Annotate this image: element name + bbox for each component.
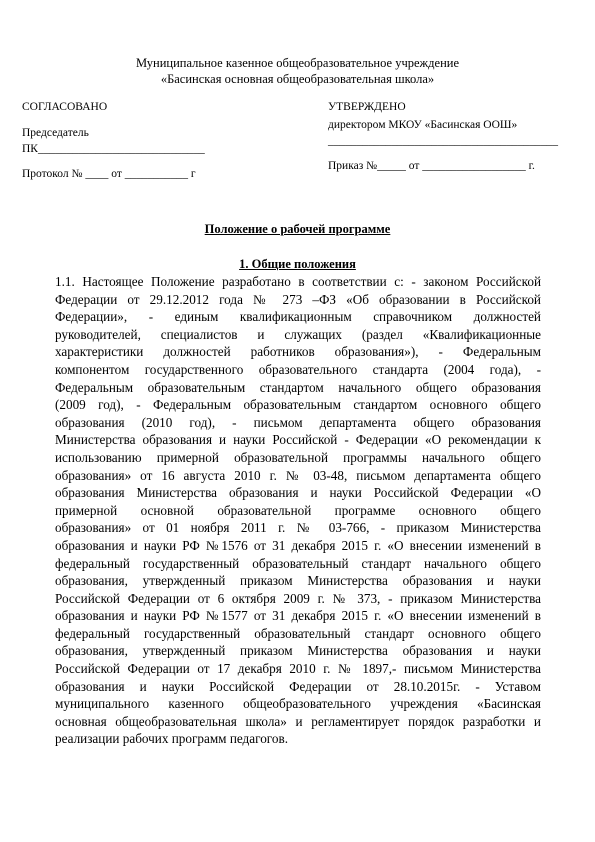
- chair-label: Председатель: [22, 127, 89, 139]
- body-line: Федеральным образовательным стандартом начального общего образования: [55, 379, 541, 395]
- order-line: Приказ №_____ от __________________ г.: [328, 160, 535, 172]
- body-line: образования» от 01 ноября 2011 г. № 03-766, - приказом Министерства: [55, 520, 541, 536]
- institution-name-line2: «Басинская основная общеобразовательная школа»: [160, 72, 435, 86]
- body-line: муниципального казенного общеобразовательного учреждения «Басинская: [55, 696, 541, 712]
- agreed-label: СОГЛАСОВАНО: [22, 101, 108, 113]
- body-line: Министерства образования и науки Российской - Федерации «О рекомендации к: [55, 432, 541, 448]
- body-line: образования и науки Российской Федерации от 28.10.2015г. - Уставом: [55, 678, 541, 694]
- body-line: реализации рабочих программ педагогов.: [55, 731, 288, 747]
- body-line: использованию примерной образовательной программы начального общего: [55, 449, 541, 465]
- body-line: федеральный государственный образовательный стандарт начального общего: [55, 555, 541, 571]
- body-line: руководителей, специалистов и служащих (раздел «Квалификационные: [55, 326, 541, 342]
- body-line: Российской Федерации от 6 октября 2009 г. № 373, - приказом Министерства: [55, 590, 541, 606]
- body-line: образования» от 16 августа 2010 г. № 03-48, письмом департамента общего: [55, 467, 541, 483]
- body-line: Российской Федерации от 17 декабря 2010 г. № 1897,- письмом Министерства: [55, 661, 541, 677]
- body-line: компонентом государственного образовательного стандарта (2004 года), -: [55, 361, 541, 377]
- body-line: образования, утвержденный приказом Министерства образования и науки: [55, 643, 541, 659]
- body-line: Федерации от 29.12.2012 года № 273 –ФЗ «Об образовании в Российской: [55, 291, 541, 307]
- body-line: примерной основной образовательной программе основного общего: [55, 502, 541, 518]
- body-line: Федерации», - единым квалификационным справочником должностей: [55, 309, 541, 325]
- pk-signature-line: ПК_____________________________: [22, 143, 205, 155]
- body-line: образования и науки РФ №1576 от 31 декабря 2015 г. «О внесении изменений в: [55, 537, 541, 553]
- institution-name-line1: Муниципальное казенное общеобразовательное учреждение: [135, 56, 460, 70]
- body-line: образования и науки РФ №1577 от 31 декабря 2015 г. «О внесении изменений в: [55, 608, 541, 624]
- body-line: характеристики должностей работников образования»), - Федеральным: [55, 344, 541, 360]
- section-body: [55, 273, 541, 748]
- approved-label: УТВЕРЖДЕНО: [328, 101, 406, 113]
- director-label: директором МКОУ «Басинская ООШ»: [328, 119, 518, 131]
- protocol-line: Протокол № ____ от ___________ г: [22, 168, 196, 180]
- body-line: образования Министерства образования и науки Российской Федерации «О: [55, 485, 541, 501]
- body-line: 1.1. Настоящее Положение разработано в соответствии с: - законом Российской: [55, 274, 541, 289]
- body-line: образования (2010 год), - письмом департамента общего образования: [55, 414, 541, 430]
- body-line: федеральный государственный образовательный стандарт основного общего: [55, 625, 541, 641]
- section-heading: 1. Общие положения: [239, 257, 356, 271]
- document-title: Положение о рабочей программе: [204, 222, 391, 236]
- body-line: образования, утвержденный приказом Министерства образования и науки: [55, 573, 541, 589]
- body-line: (2009 год), - Федеральным образовательным стандартом основного общего: [55, 397, 541, 413]
- director-signature-line: ________________________________________: [328, 135, 558, 147]
- body-line: основная общеобразовательная школа» и регламентирует порядок разработки и: [55, 713, 541, 729]
